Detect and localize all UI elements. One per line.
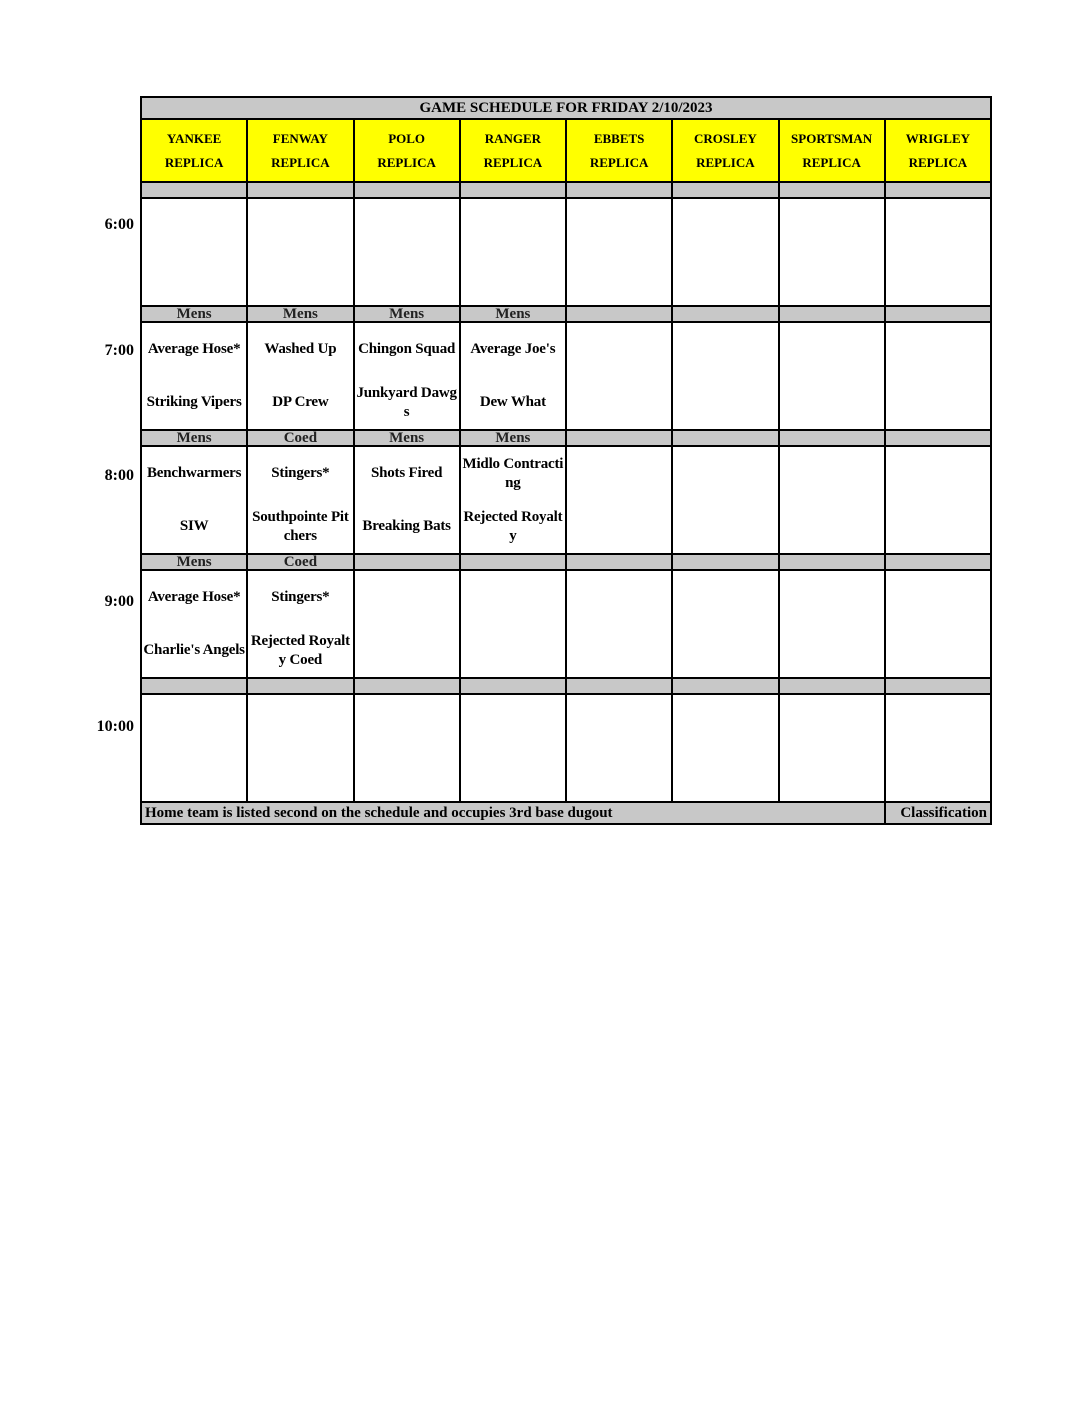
classification-cell — [779, 430, 885, 446]
classification-cell: Mens — [460, 306, 566, 322]
empty-slot — [672, 322, 778, 430]
classification-cell: Coed — [247, 430, 353, 446]
field-header — [885, 119, 991, 182]
classification-cell — [885, 306, 991, 322]
classification-cell — [779, 554, 885, 570]
empty-slot — [885, 322, 991, 430]
classification-cell — [354, 678, 460, 694]
empty-slot — [566, 570, 672, 678]
classification-cell — [566, 430, 672, 446]
classification-cell: Mens — [141, 306, 247, 322]
classification-cell — [672, 554, 778, 570]
classification-cell: Mens — [141, 554, 247, 570]
game-cell — [460, 446, 566, 554]
away-team: Average Hose* — [147, 589, 241, 605]
time-slot-row — [141, 446, 991, 554]
home-team: Rejected Royalty Coed — [250, 632, 350, 668]
field-sub: REPLICA — [696, 154, 755, 170]
classification-cell — [566, 182, 672, 198]
field-header — [354, 119, 460, 182]
game-cell — [354, 446, 460, 554]
field-name: POLO — [388, 130, 426, 146]
empty-slot — [247, 198, 353, 306]
footer-row — [141, 802, 991, 824]
empty-slot — [885, 446, 991, 554]
classification-cell — [885, 430, 991, 446]
classification-cell — [354, 182, 460, 198]
classification-cell: Mens — [141, 430, 247, 446]
classification-cell — [672, 678, 778, 694]
time-label: 8:00 — [104, 467, 134, 484]
field-sub: REPLICA — [802, 154, 861, 170]
empty-slot — [460, 570, 566, 678]
empty-slot — [354, 694, 460, 802]
empty-slot — [672, 446, 778, 554]
class-band — [141, 554, 991, 570]
classification-cell — [566, 678, 672, 694]
field-name: CROSLEY — [693, 130, 757, 146]
empty-slot — [460, 198, 566, 306]
time-slot-row — [141, 694, 991, 802]
field-header — [247, 119, 353, 182]
empty-slot — [672, 198, 778, 306]
empty-slot — [672, 694, 778, 802]
game-cell — [354, 322, 460, 430]
empty-slot — [141, 198, 247, 306]
time-label: 7:00 — [104, 342, 134, 359]
classification-cell — [460, 182, 566, 198]
field-name: WRIGLEY — [905, 130, 971, 146]
home-team: Dew What — [479, 394, 546, 410]
away-team: Chingon Squad — [358, 341, 456, 357]
classification-cell — [566, 306, 672, 322]
home-team: DP Crew — [272, 394, 329, 410]
field-sub: REPLICA — [908, 154, 968, 170]
game-cell — [141, 570, 247, 678]
away-team: Shots Fired — [370, 465, 443, 481]
field-sub: REPLICA — [164, 154, 224, 170]
classification-cell — [779, 678, 885, 694]
classification-cell — [885, 678, 991, 694]
away-team: Average Hose* — [147, 341, 241, 357]
time-label: 9:00 — [104, 593, 134, 610]
classification-cell: Mens — [354, 430, 460, 446]
game-cell — [141, 446, 247, 554]
empty-slot — [885, 570, 991, 678]
time-slot-row — [141, 198, 991, 306]
away-team: Stingers* — [271, 589, 330, 605]
empty-slot — [354, 570, 460, 678]
classification-cell — [885, 182, 991, 198]
home-team: Junkyard Dawgs — [356, 384, 457, 420]
game-cell — [141, 322, 247, 430]
empty-slot — [885, 694, 991, 802]
empty-slot — [141, 694, 247, 802]
field-sub: REPLICA — [377, 154, 436, 170]
away-team: Stingers* — [271, 465, 330, 481]
field-header — [566, 119, 672, 182]
field-header — [672, 119, 778, 182]
field-name: EBBETS — [593, 130, 645, 146]
empty-slot — [354, 198, 460, 306]
empty-slot — [779, 570, 885, 678]
classification-cell — [672, 182, 778, 198]
classification-cell: Mens — [460, 430, 566, 446]
game-cell — [247, 446, 353, 554]
empty-slot — [672, 570, 778, 678]
away-team: Benchwarmers — [147, 465, 242, 481]
classification-cell: Coed — [247, 554, 353, 570]
empty-slot — [566, 446, 672, 554]
classification-cell — [672, 306, 778, 322]
time-slot-row — [141, 570, 991, 678]
classification-cell — [354, 554, 460, 570]
classification-cell — [247, 182, 353, 198]
schedule-title: GAME SCHEDULE FOR FRIDAY 2/10/2023 — [141, 97, 991, 119]
empty-slot — [779, 446, 885, 554]
time-slot-row — [141, 322, 991, 430]
home-team: Charlie's Angels — [143, 642, 245, 658]
home-team: Breaking Bats — [362, 518, 451, 534]
field-sub: REPLICA — [271, 154, 330, 170]
classification-cell — [247, 678, 353, 694]
empty-slot — [779, 198, 885, 306]
game-cell — [247, 570, 353, 678]
classification-cell — [885, 554, 991, 570]
empty-slot — [566, 198, 672, 306]
classification-cell — [566, 554, 672, 570]
classification-cell — [141, 182, 247, 198]
classification-label: Classification — [885, 802, 991, 824]
game-cell — [247, 322, 353, 430]
game-cell — [460, 322, 566, 430]
time-slots — [141, 182, 991, 802]
empty-slot — [460, 694, 566, 802]
home-team: SIW — [179, 518, 209, 534]
empty-slot — [779, 322, 885, 430]
class-band — [141, 430, 991, 446]
empty-slot — [247, 694, 353, 802]
classification-cell — [141, 678, 247, 694]
class-band — [141, 306, 991, 322]
classification-cell — [779, 182, 885, 198]
empty-slot — [779, 694, 885, 802]
classification-cell — [460, 678, 566, 694]
classification-cell — [460, 554, 566, 570]
classification-cell — [779, 306, 885, 322]
time-label: 10:00 — [96, 718, 134, 735]
classification-cell: Mens — [247, 306, 353, 322]
field-name: RANGER — [484, 130, 542, 146]
field-name: FENWAY — [272, 130, 328, 146]
schedule-table — [140, 96, 992, 825]
field-sub: REPLICA — [483, 154, 543, 170]
away-team: Midlo Contracting — [462, 455, 564, 491]
field-name: YANKEE — [166, 130, 222, 146]
away-team: Washed Up — [264, 341, 337, 357]
field-header — [779, 119, 885, 182]
classification-cell — [672, 430, 778, 446]
empty-slot — [566, 322, 672, 430]
field-header — [460, 119, 566, 182]
home-team: Striking Vipers — [146, 394, 242, 410]
time-label: 6:00 — [104, 216, 134, 233]
field-sub: REPLICA — [589, 154, 649, 170]
class-band — [141, 182, 991, 198]
field-name: SPORTSMAN — [791, 130, 873, 146]
empty-slot — [566, 694, 672, 802]
home-team: Southpointe Pitchers — [252, 508, 349, 544]
class-band — [141, 678, 991, 694]
classification-cell: Mens — [354, 306, 460, 322]
empty-slot — [885, 198, 991, 306]
home-team: Rejected Royalty — [463, 508, 563, 544]
away-team: Average Joe's — [470, 341, 556, 357]
footer-note: Home team is listed second on the schedule and occupies 3rd base dugout — [141, 802, 885, 824]
field-header — [141, 119, 247, 182]
